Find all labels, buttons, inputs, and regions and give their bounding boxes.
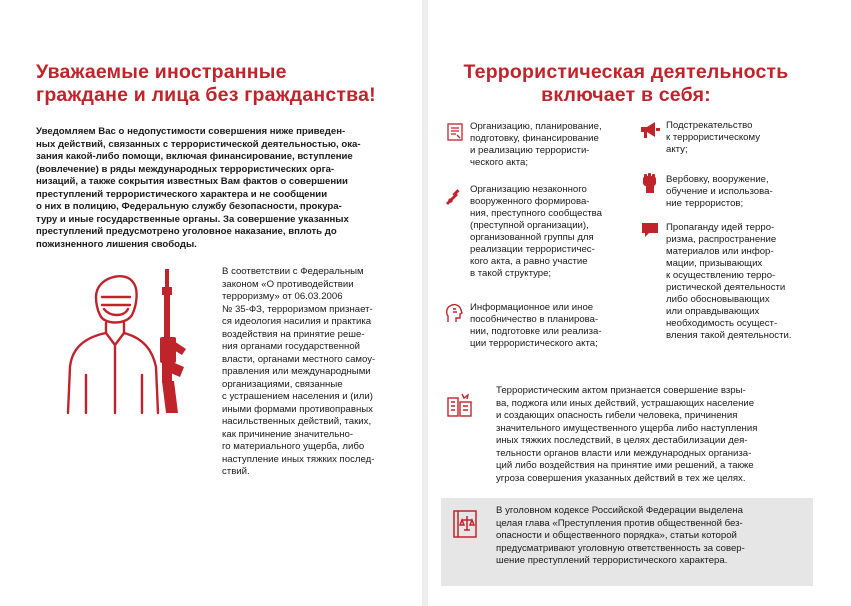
law-line: го материального ущерба, либо — [222, 441, 365, 452]
act-line: угроза совершения указанных действий в тех же целях. — [496, 472, 746, 484]
armed-terrorist-illustration — [62, 263, 210, 420]
law-line: с устрашением населения и (или) — [222, 391, 373, 402]
item-line: вления такой деятельности. — [666, 330, 792, 341]
act-line: тельности органов власти или международных организа- — [496, 447, 752, 459]
law-line: № 35-ФЗ, терроризмом признает- — [222, 303, 373, 315]
item-line: обучение и использова- — [666, 186, 773, 197]
activity-item-propaganda — [666, 222, 826, 342]
left-title-line-1: Уважаемые иностранные — [36, 61, 287, 83]
speech-bubble-icon — [640, 220, 660, 240]
right-title — [446, 61, 806, 107]
item-line: ческого акта; — [470, 157, 528, 168]
item-line: Подстрекательство — [666, 120, 753, 131]
item-line: кого акта, а равно участие — [470, 256, 588, 267]
intro-line: туру и иные государственные органы. За совершение указанных — [36, 213, 349, 225]
planning-document-icon — [446, 122, 464, 142]
law-paragraph — [222, 266, 422, 479]
intro-line: зания какой-либо помощи, включая финансирование, вступление — [36, 151, 353, 162]
code-line: предусматривают уголовную ответственность за совер- — [496, 542, 745, 554]
act-line: Террористическим актом признается совершение взры- — [496, 385, 746, 396]
fist-icon — [640, 172, 660, 194]
intro-line: преступлений террористического характера и не сообщении — [36, 188, 328, 200]
item-line: Пропаганду идей терро- — [666, 222, 775, 233]
criminal-code-note — [441, 498, 813, 586]
intro-paragraph — [36, 126, 416, 251]
activity-item-information-aid — [470, 302, 635, 350]
item-line: ристической деятельности — [666, 282, 786, 293]
law-line: иными формами противоправных — [222, 403, 373, 415]
activity-item-armed-formation — [470, 184, 630, 280]
item-line: к осуществлению терро- — [666, 270, 776, 281]
item-line: реализации террористичес- — [470, 244, 595, 255]
act-line: и создающих опасность гибели человека, причинения — [496, 410, 738, 421]
code-line: опасности и общественного порядка», статьи которой — [496, 530, 737, 541]
law-line: насильственных действий, таких, — [222, 416, 372, 427]
activity-item-incitement — [666, 120, 816, 156]
intro-line: преступлений предусмотрено уголовное наказание, вплоть до — [36, 226, 337, 237]
law-line: наступление иных тяжких послед- — [222, 453, 375, 465]
law-line: терроризму» от 06.03.2006 — [222, 291, 343, 302]
law-line: ствий. — [222, 466, 250, 477]
intro-line: ных действий, связанных с террористической деятельностью, ока- — [36, 138, 361, 150]
law-line: организациями, связанные — [222, 378, 343, 390]
item-line: Организацию незаконного — [470, 184, 587, 195]
item-line: Информационное или иное — [470, 302, 594, 313]
intro-line: Уведомляем Вас о недопустимости совершения ниже приведен- — [36, 126, 346, 137]
item-line: необходимость осущест- — [666, 318, 778, 329]
item-line: или оправдывающих — [666, 306, 760, 317]
activity-item-recruitment — [666, 174, 816, 210]
item-line: (преступной организации), — [470, 220, 589, 231]
criminal-code-text — [496, 505, 806, 568]
megaphone-icon — [639, 120, 661, 140]
head-information-icon — [444, 302, 464, 324]
item-line: к террористическому — [666, 132, 761, 143]
intro-line: (вовлечение) в ряды международных террористических орга- — [36, 163, 335, 175]
intro-line: пожизненного лишения свободы. — [36, 238, 197, 250]
law-line: ся идеология насилия и практика — [222, 316, 372, 327]
act-line: значительного имущественного ущерба либо наступления — [496, 422, 758, 434]
law-line: ния органами государственной — [222, 341, 361, 352]
law-book-icon — [451, 508, 481, 540]
law-line: законом «О противодействии — [222, 278, 354, 290]
intro-line: о них в полицию, Федеральную службу безопасности, прокура- — [36, 201, 342, 212]
act-line: ций либо воздействия на принятие ими решений, а также — [496, 460, 754, 471]
left-title — [36, 61, 416, 107]
item-line: ризма, распространение — [666, 234, 777, 245]
item-line: нии, подготовке или реализа- — [470, 326, 602, 337]
item-line: ние террористов; — [666, 198, 744, 209]
item-line: ции террористического акта; — [470, 338, 598, 349]
law-line: воздействия на принятие реше- — [222, 328, 365, 340]
page-fold — [422, 0, 428, 606]
item-line: ния, преступного сообщества — [470, 208, 602, 219]
code-line: целая глава «Преступления против общественной без- — [496, 517, 743, 529]
law-line: как причинение значительно- — [222, 428, 354, 440]
item-line: либо обосновывающих — [666, 294, 770, 305]
item-line: акту; — [666, 144, 688, 155]
law-line: В соответствии с Федеральным — [222, 266, 364, 277]
item-line: организованной группы для — [470, 232, 594, 243]
intro-line: низаций, а также сокрытия известных Вам фактов о совершении — [36, 176, 348, 187]
act-line: ва, поджога или иных действий, устрашающих население — [496, 397, 755, 409]
item-line: и реализацию террористи- — [470, 145, 590, 156]
item-line: Организацию, планирование, — [470, 121, 602, 132]
right-title-line-2: включает в себя: — [541, 84, 711, 106]
item-line: материалов или инфор- — [666, 246, 774, 257]
activity-item-organization — [470, 121, 630, 169]
explosion-building-icon — [446, 392, 474, 418]
item-line: Вербовку, вооружение, — [666, 174, 769, 185]
code-line: шение преступлений террористического характера. — [496, 555, 728, 566]
right-title-line-1: Террористическая деятельность — [463, 61, 789, 83]
terrorist-act-definition — [496, 385, 816, 485]
act-line: иных тяжких последствий, в целях дестабилизации дея- — [496, 435, 748, 446]
rifle-icon — [444, 186, 464, 206]
law-line: правления или международными — [222, 366, 371, 377]
item-line: вооруженного формирова- — [470, 196, 590, 207]
item-line: пособничество в планирова- — [470, 314, 599, 325]
left-title-line-2: граждане и лица без гражданства! — [36, 84, 376, 106]
item-line: в такой структуре; — [470, 268, 552, 279]
law-line: власти, органами местного самоу- — [222, 353, 376, 365]
item-line: мации, призывающих — [666, 258, 763, 269]
code-line: В уголовном кодексе Российской Федерации выделена — [496, 505, 743, 516]
item-line: подготовку, финансирование — [470, 133, 599, 144]
